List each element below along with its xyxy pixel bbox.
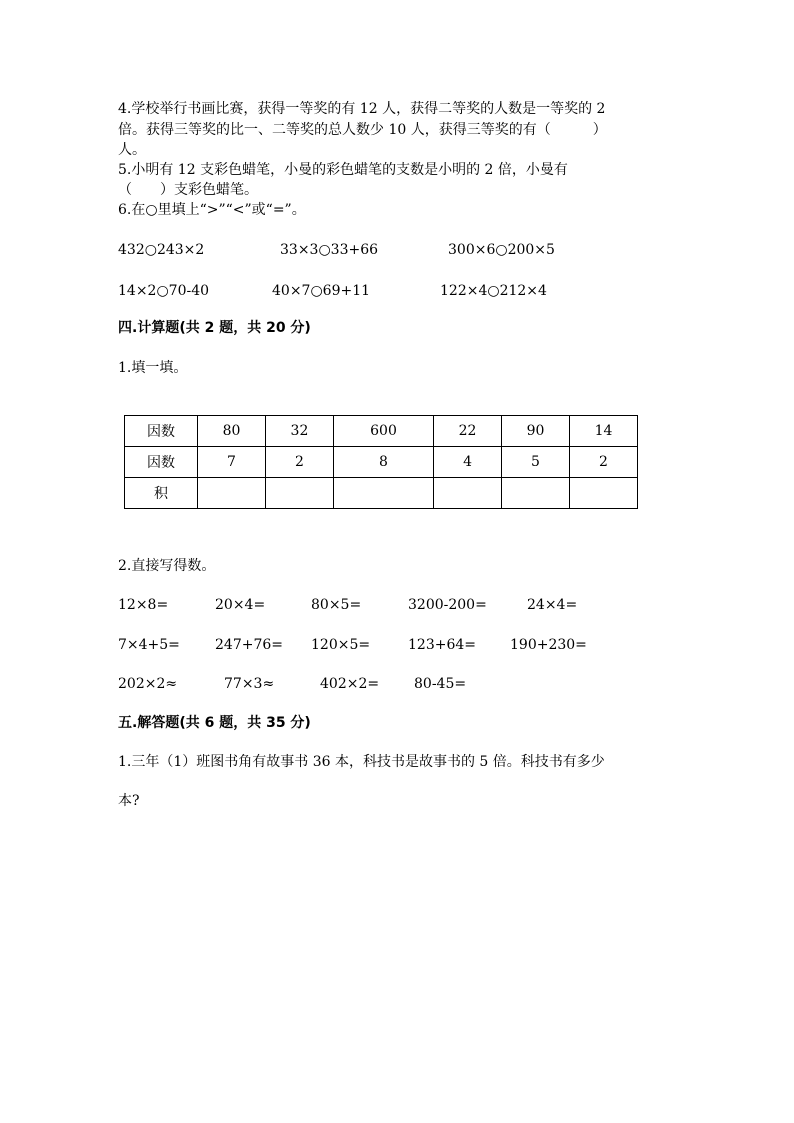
row-header: 因数 bbox=[125, 416, 198, 447]
product-cell[interactable] bbox=[570, 478, 638, 509]
compare-item: 122×4○212×4 bbox=[440, 283, 547, 299]
section-5-q1-line-1: 1.三年（1）班图书角有故事书 36 本，科技书是故事书的 5 倍。科技书有多少 bbox=[118, 754, 605, 770]
q4-line-3: 人。 bbox=[118, 142, 146, 158]
product-cell[interactable] bbox=[434, 478, 502, 509]
section-4-q1-label: 1.填一填。 bbox=[118, 360, 188, 376]
calc-item: 20×4= bbox=[215, 597, 266, 613]
q4-line-1: 4.学校举行书画比赛，获得一等奖的有 12 人，获得二等奖的人数是一等奖的 2 bbox=[118, 101, 606, 117]
calc-item: 12×8= bbox=[118, 597, 169, 613]
table-row bbox=[125, 447, 638, 478]
calc-item: 7×4+5= bbox=[118, 637, 180, 653]
table-cell: 600 bbox=[333, 416, 433, 447]
row-header: 积 bbox=[125, 478, 198, 509]
section-4-q2-label: 2.直接写得数。 bbox=[118, 558, 216, 574]
table-cell: 7 bbox=[198, 447, 266, 478]
calc-item: 247+76= bbox=[215, 637, 283, 653]
table-cell: 32 bbox=[265, 416, 333, 447]
product-cell[interactable] bbox=[198, 478, 266, 509]
calc-item: 80×5= bbox=[311, 597, 362, 613]
table-cell: 5 bbox=[502, 447, 570, 478]
calc-item: 120×5= bbox=[311, 637, 371, 653]
table-cell: 4 bbox=[434, 447, 502, 478]
calc-item: 123+64= bbox=[408, 637, 476, 653]
compare-item: 300×6○200×5 bbox=[448, 242, 555, 258]
table-row bbox=[125, 416, 638, 447]
section-5-q1-line-2: 本? bbox=[118, 793, 140, 809]
table-cell: 80 bbox=[198, 416, 266, 447]
table-cell: 2 bbox=[570, 447, 638, 478]
compare-item: 40×7○69+11 bbox=[272, 283, 371, 299]
table-row bbox=[125, 478, 638, 509]
q4-line-2: 倍。获得三等奖的比一、二等奖的总人数少 10 人，获得三等奖的有（ ） bbox=[118, 122, 607, 138]
calc-item: 24×4= bbox=[527, 597, 578, 613]
compare-item: 33×3○33+66 bbox=[280, 242, 379, 258]
section-4-heading: 四.计算题(共 2 题，共 20 分) bbox=[118, 320, 311, 336]
calc-item: 80-45= bbox=[414, 676, 467, 692]
calc-item: 3200-200= bbox=[408, 597, 487, 613]
q5-line-1: 5.小明有 12 支彩色蜡笔，小曼的彩色蜡笔的支数是小明的 2 倍，小曼有 bbox=[118, 162, 568, 178]
calc-item: 77×3≈ bbox=[224, 676, 275, 692]
compare-item: 432○243×2 bbox=[118, 242, 205, 258]
q5-line-2: （ ）支彩色蜡笔。 bbox=[118, 182, 258, 198]
table-cell: 14 bbox=[570, 416, 638, 447]
product-cell[interactable] bbox=[502, 478, 570, 509]
row-header: 因数 bbox=[125, 447, 198, 478]
table-cell: 2 bbox=[265, 447, 333, 478]
table-cell: 90 bbox=[502, 416, 570, 447]
compare-item: 14×2○70-40 bbox=[118, 283, 210, 299]
section-5-heading: 五.解答题(共 6 题，共 35 分) bbox=[118, 715, 311, 731]
calc-item: 190+230= bbox=[510, 637, 587, 653]
q6-line: 6.在○里填上“>”“<”或“=”。 bbox=[118, 202, 306, 218]
product-cell[interactable] bbox=[333, 478, 433, 509]
calc-item: 202×2≈ bbox=[118, 676, 178, 692]
table-cell: 22 bbox=[434, 416, 502, 447]
product-cell[interactable] bbox=[265, 478, 333, 509]
table-cell: 8 bbox=[333, 447, 433, 478]
calc-item: 402×2= bbox=[320, 676, 380, 692]
factor-table bbox=[124, 415, 638, 509]
